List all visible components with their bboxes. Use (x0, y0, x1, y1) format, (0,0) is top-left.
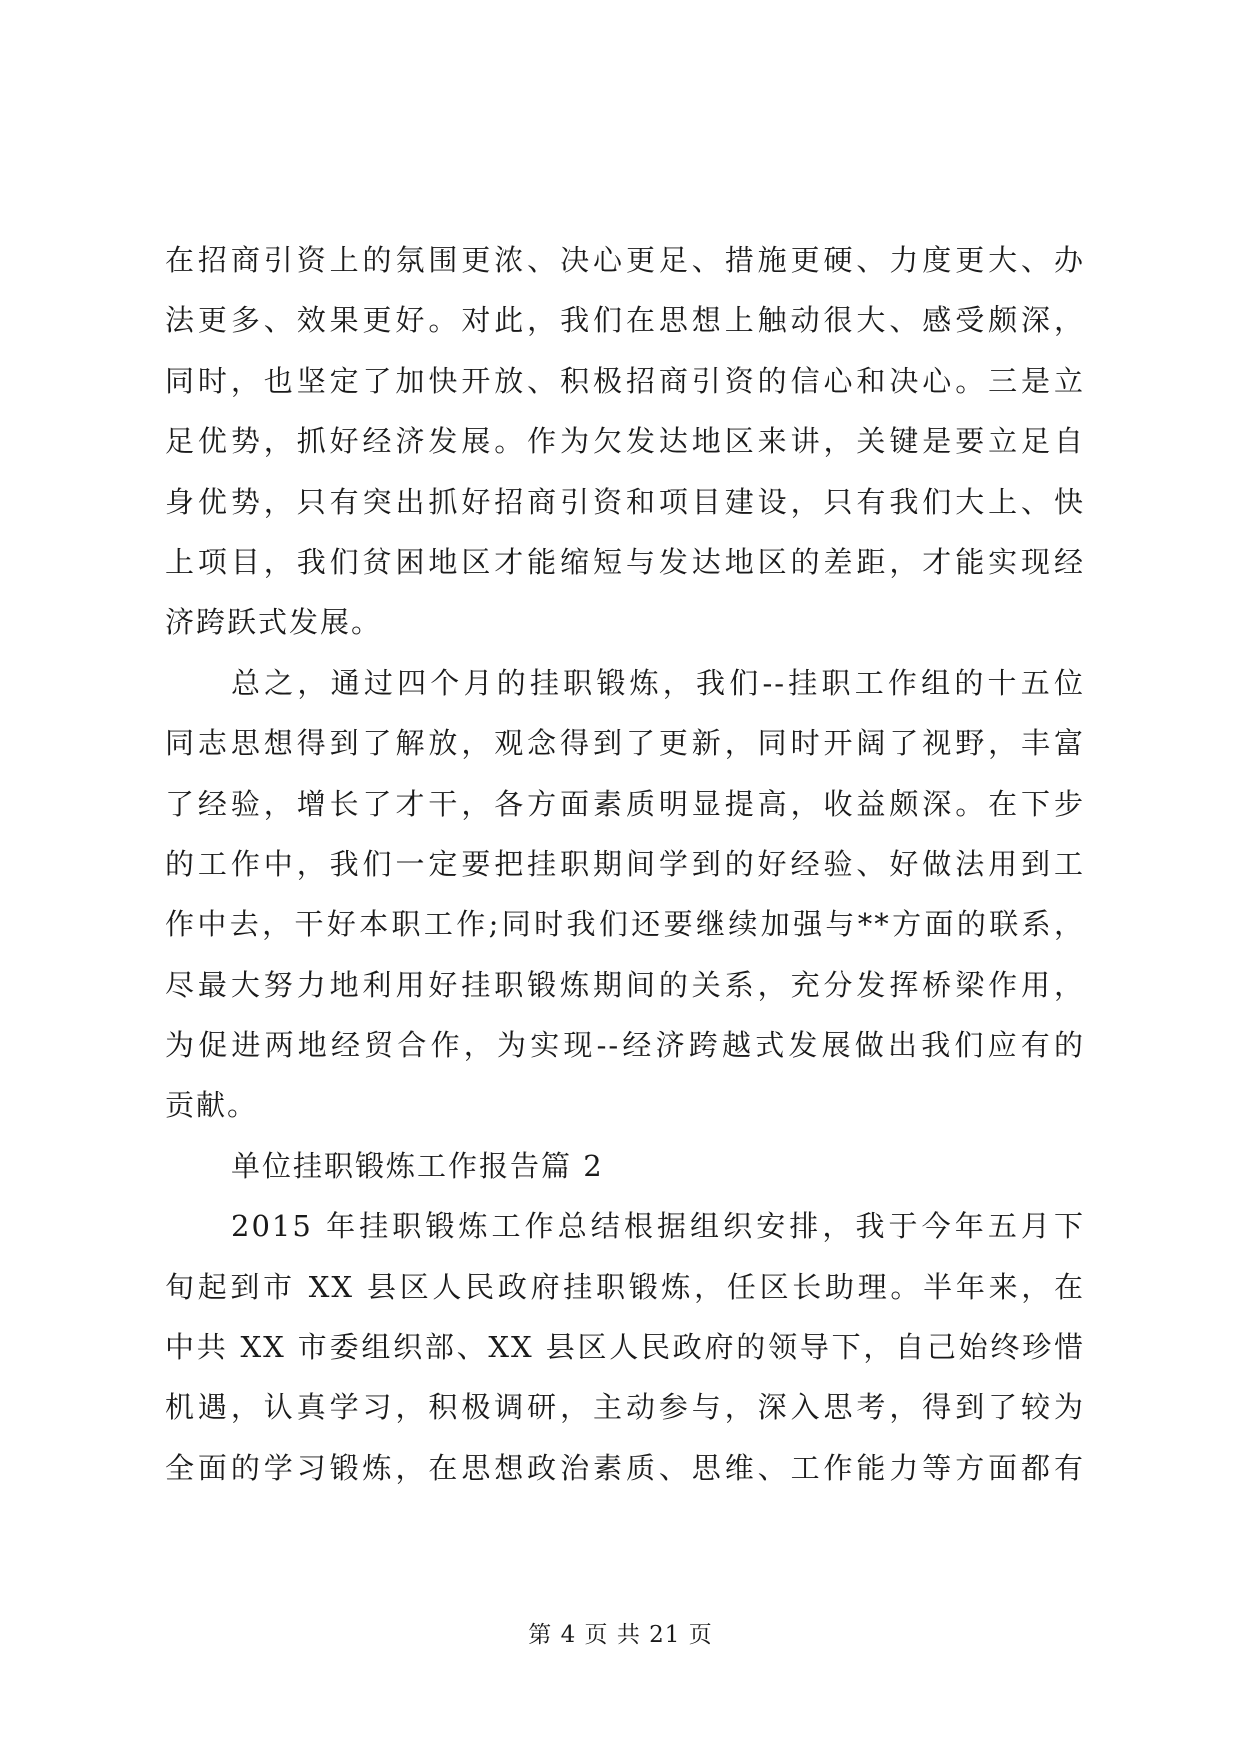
text-line: 同志思想得到了解放，观念得到了更新，同时开阔了视野，丰富 (165, 726, 1085, 761)
text-line: 身优势，只有突出抓好招商引资和项目建设，只有我们大上、快 (165, 484, 1085, 519)
text-line: 贡献。 (165, 1088, 259, 1123)
text-line: 同时，也坚定了加快开放、积极招商引资的信心和决心。三是立 (165, 363, 1085, 398)
text-line: 了经验，增长了才干，各方面素质明显提高，收益颇深。在下步 (165, 786, 1085, 821)
text-line: 法更多、效果更好。对此，我们在思想上触动很大、感受颇深， (165, 303, 1085, 338)
document-body (165, 230, 1085, 1498)
text-line: 2015 年挂职锻炼工作总结根据组织安排，我于今年五月下 (231, 1209, 1085, 1244)
text-line: 中共 XX 市委组织部、XX 县区人民政府的领导下，自己始终珍惜 (165, 1330, 1085, 1365)
text-line: 单位挂职锻炼工作报告篇 2 (231, 1148, 604, 1183)
text-line: 足优势，抓好经济发展。作为欠发达地区来讲，关键是要立足自 (165, 424, 1085, 459)
text-line: 机遇，认真学习，积极调研，主动参与，深入思考，得到了较为 (165, 1390, 1085, 1425)
text-line: 济跨跃式发展。 (165, 605, 383, 640)
text-line: 在招商引资上的氛围更浓、决心更足、措施更硬、力度更大、办 (165, 243, 1085, 277)
page-footer: 第 4 页 共 21 页 (528, 1622, 713, 1648)
text-line: 为促进两地经贸合作，为实现--经济跨越式发展做出我们应有的 (165, 1028, 1085, 1063)
text-line: 上项目，我们贫困地区才能缩短与发达地区的差距，才能实现经 (165, 544, 1085, 579)
text-line: 总之，通过四个月的挂职锻炼，我们--挂职工作组的十五位 (231, 665, 1085, 700)
text-line: 全面的学习锻炼，在思想政治素质、思维、工作能力等方面都有 (165, 1450, 1085, 1485)
text-line: 作中去，干好本职工作;同时我们还要继续加强与**方面的联系， (165, 907, 1085, 942)
text-line: 旬起到市 XX 县区人民政府挂职锻炼，任区长助理。半年来，在 (165, 1269, 1085, 1304)
text-line: 的工作中，我们一定要把挂职期间学到的好经验、好做法用到工 (165, 846, 1085, 881)
text-line: 尽最大努力地利用好挂职锻炼期间的关系，充分发挥桥梁作用， (165, 967, 1085, 1002)
